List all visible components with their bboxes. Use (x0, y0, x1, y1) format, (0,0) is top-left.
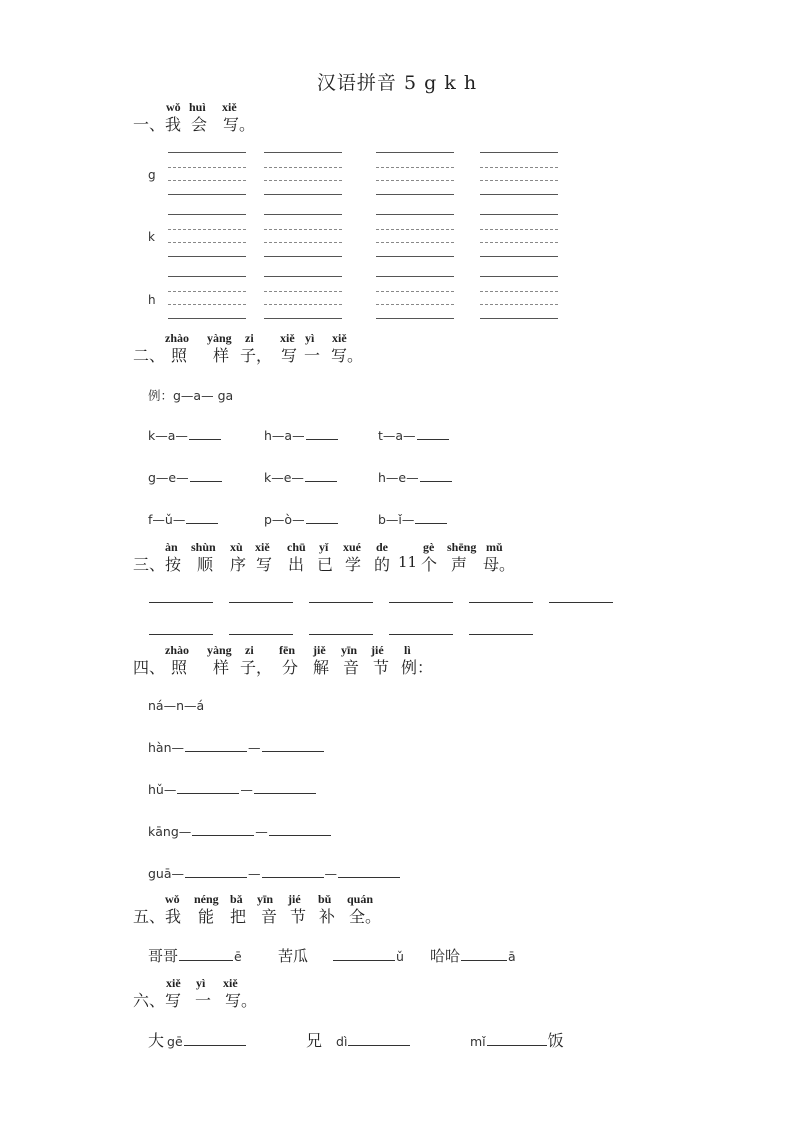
answer-blank[interactable] (189, 438, 221, 440)
pinyin: shùn (191, 540, 216, 554)
writing-line (264, 180, 342, 181)
four-line-cell[interactable] (168, 152, 246, 196)
answer-blank[interactable] (309, 602, 373, 603)
section-number: 六、 (133, 991, 166, 1010)
pinyin: xiě (223, 976, 238, 990)
hanzi: 写。 (331, 346, 364, 365)
section-number: 二、 (133, 346, 166, 365)
hanzi: 子， (240, 658, 273, 677)
exercise-prompt: g—e— (148, 470, 189, 485)
four-line-cell[interactable] (264, 214, 342, 258)
section-3-heading (133, 540, 533, 576)
separator-dash: — (240, 782, 253, 797)
separator-dash: — (248, 740, 261, 755)
number-11: 11 (398, 553, 418, 571)
hanzi: 一 (195, 991, 212, 1010)
four-line-cell[interactable] (264, 276, 342, 320)
hanzi: 我 (165, 907, 182, 926)
syllable-prompt: hǔ— (148, 782, 177, 797)
syllable-exercise (264, 470, 338, 485)
pinyin: zhào (165, 643, 189, 657)
hanzi: 已 (317, 555, 334, 574)
s5-item-prefix: 苦瓜 (278, 947, 309, 965)
hanzi: 写 (281, 346, 298, 365)
writing-line (480, 180, 558, 181)
hanzi: 我 (165, 115, 182, 134)
writing-line (264, 167, 342, 168)
section-1-heading (133, 100, 333, 136)
exercise-prompt: p—ò— (264, 512, 305, 527)
answer-blank[interactable] (333, 959, 395, 961)
s5-item-suffix: ā (508, 949, 516, 964)
s6-item-2 (306, 1028, 411, 1051)
hanzi: 写。 (225, 991, 258, 1010)
s5-item-suffix: ǔ (396, 949, 404, 964)
answer-blank[interactable] (185, 750, 247, 752)
pinyin: jié (371, 643, 384, 657)
s6-item-1 (148, 1028, 247, 1051)
syllable-exercise (148, 470, 223, 485)
pinyin: néng (194, 892, 219, 906)
pinyin: xiě (222, 100, 237, 114)
writing-line (480, 214, 558, 215)
letter-g: g (148, 168, 156, 182)
hanzi: 序 (230, 555, 247, 574)
hanzi: 照 (171, 346, 188, 365)
writing-line (480, 276, 558, 277)
s5-item-suffix: ē (234, 949, 242, 964)
writing-line (264, 256, 342, 257)
hanzi: 出 (288, 555, 305, 574)
writing-line (168, 242, 246, 243)
hanzi: 分 (282, 658, 299, 677)
hanzi: 音 (343, 658, 360, 677)
section-6-heading (133, 976, 333, 1012)
writing-line (376, 304, 454, 305)
hanzi: 声 (451, 555, 468, 574)
writing-line (376, 242, 454, 243)
pinyin: xiě (332, 331, 347, 345)
syllable-exercise (378, 512, 448, 527)
writing-line (168, 167, 246, 168)
s6-item-pinyin: mǐ (470, 1034, 486, 1049)
s5-item-prefix: 哈哈 (430, 947, 461, 965)
syllable-prompt: guā— (148, 866, 185, 881)
answer-blank[interactable] (177, 792, 239, 794)
answer-blank[interactable] (262, 750, 324, 752)
writing-line (480, 256, 558, 257)
pinyin: fēn (279, 643, 295, 657)
pinyin: yīn (341, 643, 358, 657)
writing-line (168, 229, 246, 230)
pinyin: jiě (313, 643, 326, 657)
pinyin: yǐ (319, 540, 329, 554)
section-number: 四、 (133, 658, 166, 677)
pinyin: wǒ (166, 100, 181, 114)
writing-line (168, 180, 246, 181)
writing-line (480, 152, 558, 153)
answer-blank[interactable] (306, 522, 338, 524)
hanzi: 能 (198, 907, 215, 926)
writing-line (480, 318, 558, 319)
writing-line (168, 214, 246, 215)
answer-blank[interactable] (305, 480, 337, 482)
writing-line (480, 194, 558, 195)
answer-blank[interactable] (417, 438, 449, 440)
hanzi: 子， (240, 346, 273, 365)
hanzi: 个 (421, 555, 438, 574)
answer-blank[interactable] (389, 634, 453, 635)
writing-line (264, 276, 342, 277)
writing-line (168, 318, 246, 319)
s6-item-pinyin: dì (336, 1034, 348, 1049)
answer-blank[interactable] (185, 876, 247, 878)
writing-line (480, 167, 558, 168)
pinyin: quán (347, 892, 374, 906)
exercise-prompt: h—a— (264, 428, 305, 443)
syllable-prompt: kāng— (148, 824, 192, 839)
four-line-cell[interactable] (480, 214, 558, 258)
pinyin: xiě (166, 976, 181, 990)
section-2-example: 例：g—a— ga (148, 388, 234, 403)
hanzi: 解 (313, 658, 330, 677)
syllable-exercise (148, 428, 222, 443)
hanzi: 顺 (197, 555, 214, 574)
pinyin: lì (404, 643, 411, 657)
writing-line (376, 214, 454, 215)
section-2-heading (133, 331, 393, 367)
writing-line (264, 194, 342, 195)
writing-line (264, 291, 342, 292)
section-4-example: ná—n—á (148, 698, 205, 713)
writing-line (480, 242, 558, 243)
answer-blank[interactable] (184, 1044, 246, 1046)
pinyin: yì (305, 331, 315, 345)
pinyin: yàng (207, 643, 232, 657)
s5-item-3 (430, 945, 516, 966)
four-line-cell[interactable] (376, 214, 454, 258)
syllable-exercise (264, 428, 339, 443)
answer-blank[interactable] (420, 480, 452, 482)
answer-blank[interactable] (348, 1044, 410, 1046)
writing-line (480, 304, 558, 305)
writing-line (480, 291, 558, 292)
syllable-split-row (148, 782, 317, 797)
answer-blank[interactable] (262, 876, 324, 878)
answer-blank[interactable] (229, 634, 293, 635)
pinyin: chū (287, 540, 306, 554)
writing-line (168, 304, 246, 305)
hanzi: 学 (345, 555, 362, 574)
separator-dash: — (248, 866, 261, 881)
writing-line (480, 229, 558, 230)
four-line-cell[interactable] (376, 152, 454, 196)
pinyin: de (376, 540, 388, 554)
section-number: 三、 (133, 555, 166, 574)
s6-item-hanzi: 兄 (306, 1031, 323, 1050)
pinyin: yì (196, 976, 206, 990)
hanzi: 补 (319, 907, 336, 926)
answer-blank[interactable] (306, 438, 338, 440)
syllable-split-row (148, 740, 325, 755)
syllable-prompt: hàn— (148, 740, 185, 755)
pinyin: gè (423, 540, 435, 554)
syllable-split-row (148, 824, 332, 839)
pinyin: xué (343, 540, 361, 554)
writing-line (168, 194, 246, 195)
pinyin: xù (230, 540, 243, 554)
four-line-cell[interactable] (168, 276, 246, 320)
exercise-prompt: b—ǐ— (378, 512, 415, 527)
writing-line (376, 180, 454, 181)
answer-blank[interactable] (254, 792, 316, 794)
hanzi: 样 (213, 346, 230, 365)
s5-item-1 (148, 945, 242, 966)
answer-blank[interactable] (549, 602, 613, 603)
hanzi: 节 (373, 658, 390, 677)
pinyin: bǔ (318, 892, 332, 906)
pinyin: xiě (280, 331, 295, 345)
writing-line (376, 318, 454, 319)
writing-line (168, 291, 246, 292)
hanzi: 母。 (483, 555, 516, 574)
syllable-exercise (378, 428, 450, 443)
answer-blank[interactable] (229, 602, 293, 603)
pinyin: mǔ (486, 540, 503, 554)
pinyin: yàng (207, 331, 232, 345)
answer-blank[interactable] (469, 634, 533, 635)
section-4-heading (133, 643, 453, 679)
answer-blank[interactable] (469, 602, 533, 603)
four-line-cell[interactable] (168, 214, 246, 258)
s6-item-hanzi: 饭 (547, 1031, 564, 1050)
exercise-prompt: k—e— (264, 470, 304, 485)
section-number: 五、 (133, 907, 166, 926)
writing-line (264, 304, 342, 305)
writing-line (168, 276, 246, 277)
hanzi: 照 (171, 658, 188, 677)
writing-line (376, 152, 454, 153)
answer-blank[interactable] (487, 1044, 547, 1046)
syllable-exercise (148, 512, 219, 527)
pinyin: zi (245, 331, 254, 345)
answer-blank[interactable] (389, 602, 453, 603)
hanzi: 写。 (223, 115, 256, 134)
answer-blank[interactable] (269, 834, 331, 836)
exercise-prompt: t—a— (378, 428, 416, 443)
writing-line (376, 167, 454, 168)
answer-blank[interactable] (149, 634, 213, 635)
hanzi: 写 (165, 991, 182, 1010)
four-line-cell[interactable] (264, 152, 342, 196)
syllable-exercise (264, 512, 339, 527)
separator-dash: — (255, 824, 268, 839)
separator-dash: — (324, 866, 338, 881)
writing-line (376, 194, 454, 195)
writing-line (376, 256, 454, 257)
writing-line (168, 152, 246, 153)
pinyin: bǎ (230, 892, 243, 906)
four-line-cell[interactable] (480, 276, 558, 320)
pinyin: àn (165, 540, 178, 554)
pinyin: shēng (447, 540, 477, 554)
s5-item-2 (278, 945, 404, 966)
hanzi: 写 (256, 555, 273, 574)
writing-line (264, 152, 342, 153)
hanzi: 按 (165, 555, 182, 574)
writing-line (264, 318, 342, 319)
syllable-exercise (378, 470, 453, 485)
writing-line (264, 229, 342, 230)
section-5-heading (133, 892, 433, 928)
hanzi: 样 (213, 658, 230, 677)
four-line-cell[interactable] (376, 276, 454, 320)
writing-line (264, 214, 342, 215)
pinyin: huì (189, 100, 206, 114)
answer-blank[interactable] (149, 602, 213, 603)
hanzi: 例： (401, 658, 434, 677)
answer-blank[interactable] (190, 480, 222, 482)
hanzi: 音 (261, 907, 278, 926)
writing-line (376, 291, 454, 292)
answer-blank[interactable] (461, 959, 507, 961)
writing-line (376, 229, 454, 230)
pinyin: zi (245, 643, 254, 657)
exercise-prompt: h—e— (378, 470, 419, 485)
hanzi: 全。 (349, 907, 382, 926)
hanzi: 一 (304, 346, 321, 365)
pinyin: xiě (255, 540, 270, 554)
pinyin: zhào (165, 331, 189, 345)
answer-blank[interactable] (338, 876, 400, 878)
s6-item-hanzi: 大 (148, 1031, 165, 1050)
letter-h: h (148, 293, 156, 307)
pinyin: yīn (257, 892, 274, 906)
hanzi: 把 (230, 907, 247, 926)
hanzi: 节 (290, 907, 307, 926)
answer-blank[interactable] (415, 522, 447, 524)
writing-line (168, 256, 246, 257)
pinyin: wǒ (165, 892, 180, 906)
s6-item-pinyin: gē (167, 1034, 183, 1049)
syllable-split-row (148, 866, 401, 881)
section-number: 一、 (133, 115, 166, 134)
pinyin: jié (288, 892, 301, 906)
answer-blank[interactable] (192, 834, 254, 836)
four-line-cell[interactable] (480, 152, 558, 196)
answer-blank[interactable] (186, 522, 218, 524)
writing-line (264, 242, 342, 243)
answer-blank[interactable] (309, 634, 373, 635)
hanzi: 会 (191, 115, 208, 134)
hanzi: 的 (374, 555, 391, 574)
writing-line (376, 276, 454, 277)
exercise-prompt: k—a— (148, 428, 188, 443)
page-title: 汉语拼音 5 g k h (316, 72, 478, 94)
exercise-prompt: f—ǔ— (148, 512, 186, 527)
s5-item-prefix: 哥哥 (148, 947, 179, 965)
s6-item-3 (470, 1028, 564, 1051)
letter-k: k (148, 230, 155, 244)
answer-blank[interactable] (179, 959, 233, 961)
